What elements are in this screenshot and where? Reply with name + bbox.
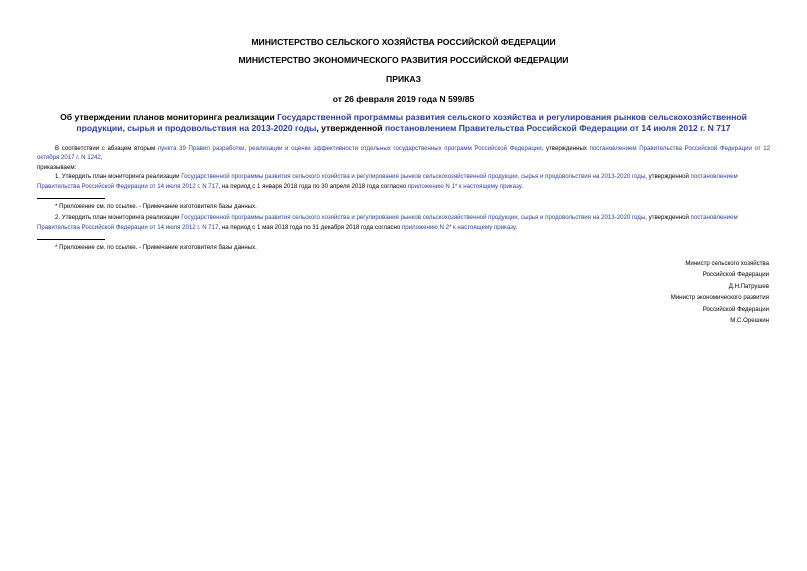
item-2-paragraph [37, 213, 770, 232]
item-2-program-link[interactable]: Государственной программы развития сельского хозяйства и регулирования рынков сельскохозяйственной продукции, сырья и продовольствия на 2013-2020 годы [181, 214, 646, 222]
item-2-resolution-link[interactable]: постановлением Правительства Российской Федерации от 14 июля 2012 г. N 717 [37, 214, 738, 231]
ministry-economy-heading: МИНИСТЕРСТВО ЭКОНОМИЧЕСКОГО РАЗВИТИЯ РОССИЙСКОЙ ФЕДЕРАЦИИ [238, 55, 569, 65]
item-text: . [521, 182, 523, 190]
title-program-link[interactable]: Государственной программы развития сельского хозяйства и регулирования рынков сельскохозяйственной продукции, сырья и продовольствия на 2013-2020 годы [76, 112, 747, 133]
preamble-paragraph [37, 144, 770, 163]
item-text: 1. Утвердить план мониторинга реализации [55, 173, 182, 181]
preamble-text: , утвержденных [541, 145, 590, 152]
document-title [40, 112, 767, 134]
document-date-number: от 26 февраля 2019 года N 599/85 [332, 94, 475, 104]
footnote-divider [37, 198, 105, 199]
item-text: , на период с 1 мая 2018 года по 31 декабря 2018 года согласно [218, 223, 402, 231]
item-2-appendix-link[interactable]: приложению N 2* к настоящему приказу [401, 223, 516, 231]
title-resolution-link[interactable]: постановлением Правительства Российской Федерации от 14 июля 2012 г. N 717 [384, 123, 731, 133]
item-1-footnote: * Приложение см. по ссылке. - Примечание изготовителя базы данных. [55, 203, 257, 211]
item-2-footnote: * Приложение см. по ссылке. - Примечание изготовителя базы данных. [55, 244, 257, 252]
preamble-text: В соответствии с абзацем вторым [55, 145, 158, 152]
item-text: , утвержденной [645, 214, 691, 222]
footnote-divider [37, 239, 105, 240]
signature-line: Российской Федерации [702, 271, 769, 279]
preamble-resolution-link[interactable]: постановлением Правительства Российской Федерации от 12 октября 2017 г. N 1242 [37, 145, 770, 162]
item-1-paragraph [37, 172, 770, 191]
signature-line: Российской Федерации [702, 305, 769, 313]
signature-line: Д.Н.Патрушев [728, 282, 769, 290]
title-text: Об утверждении планов мониторинга реализации [60, 112, 278, 122]
item-text: . [515, 223, 518, 231]
order-word: приказываем: [37, 163, 77, 171]
signature-line: Министр сельского хозяйства [685, 260, 769, 267]
signature-block [671, 258, 769, 326]
item-text: , на период с 1 января 2018 года по 30 апреля 2018 года согласно [218, 182, 408, 190]
item-1-program-link[interactable]: Государственной программы развития сельского хозяйства и регулирования рынков сельскохозяйственной продукции, сырья и продовольствия на 2013-2020 годы [181, 173, 646, 181]
ministry-agriculture-heading: МИНИСТЕРСТВО СЕЛЬСКОГО ХОЗЯЙСТВА РОССИЙСКОЙ ФЕДЕРАЦИИ [251, 37, 556, 47]
title-text: , утвержденной [316, 123, 385, 133]
preamble-rules-link[interactable]: пункта 39 Правил разработки, реализации и оценки эффективности отдельных государственных программ Российской Федерации [157, 145, 542, 152]
signature-line: М.С.Орешкин [730, 317, 769, 325]
document-body [37, 144, 770, 255]
document-type: ПРИКАЗ [386, 74, 421, 84]
preamble-text: , [100, 154, 103, 162]
item-1-appendix-link[interactable]: приложению N 1* к настоящему приказу [407, 182, 522, 190]
item-1-resolution-link[interactable]: постановлением Правительства Российской Федерации от 14 июля 2012 г. N 717 [37, 173, 738, 190]
item-text: 2. Утвердить план мониторинга реализации [55, 214, 182, 222]
signature-line: Министр экономического развития [670, 294, 769, 302]
item-text: , утвержденной [645, 173, 691, 181]
